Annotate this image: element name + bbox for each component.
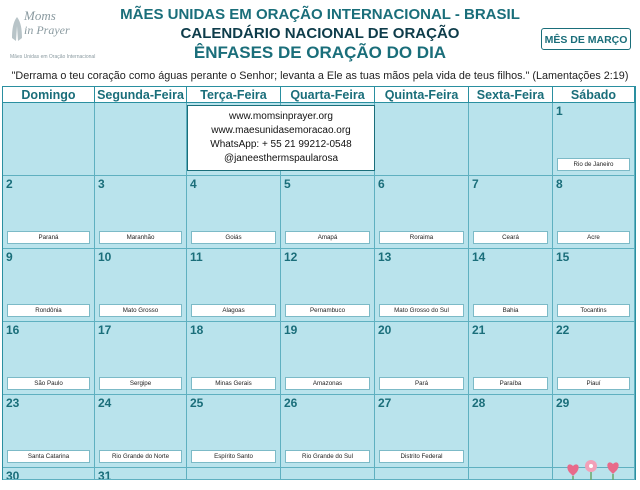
day-number: 21 <box>472 323 486 337</box>
state-box: Pará <box>379 377 464 390</box>
day-number: 18 <box>190 323 204 337</box>
day-number: 15 <box>556 250 570 264</box>
day-header-6: Sexta-Feira <box>469 87 553 103</box>
contact-instagram: @janeesthermspaularosa <box>223 153 339 164</box>
calendar-day-31 <box>95 468 187 480</box>
calendar-day-5 <box>281 176 375 249</box>
calendar-day-17 <box>95 322 187 395</box>
day-number: 30 <box>6 469 20 480</box>
calendar-day-1 <box>553 103 635 176</box>
month-button[interactable]: MÊS DE MARÇO <box>541 28 631 50</box>
calendar-empty-cell <box>187 468 281 480</box>
day-number: 3 <box>98 177 105 191</box>
state-box: Pernambuco <box>285 304 370 317</box>
state-box: Mato Grosso do Sul <box>379 304 464 317</box>
state-box: Sergipe <box>99 377 182 390</box>
day-header-3: Terça-Feira <box>187 87 281 103</box>
emphasis-title: ÊNFASES DE ORAÇÃO DO DIA <box>193 43 447 62</box>
state-box: Roraima <box>379 231 464 244</box>
calendar-grid <box>2 86 636 480</box>
day-number: 6 <box>378 177 385 191</box>
day-number: 27 <box>378 396 392 410</box>
day-number: 24 <box>98 396 112 410</box>
calendar-day-26 <box>281 395 375 468</box>
calendar-empty-cell <box>375 103 469 176</box>
day-number: 16 <box>6 323 20 337</box>
day-header-2: Segunda-Feira <box>95 87 187 103</box>
flowers-icon <box>559 442 629 482</box>
state-box: Piauí <box>557 377 630 390</box>
state-box: Bahia <box>473 304 548 317</box>
calendar-day-2 <box>3 176 95 249</box>
day-number: 22 <box>556 323 570 337</box>
day-number: 10 <box>98 250 112 264</box>
day-header-7: Sábado <box>553 87 635 103</box>
day-number: 29 <box>556 396 570 410</box>
calendar-day-6 <box>375 176 469 249</box>
day-header-5: Quinta-Feira <box>375 87 469 103</box>
state-box: Goiás <box>191 231 276 244</box>
day-number: 25 <box>190 396 204 410</box>
state-box: Amapá <box>285 231 370 244</box>
calendar-day-27 <box>375 395 469 468</box>
calendar-empty-cell <box>375 468 469 480</box>
day-number: 14 <box>472 250 486 264</box>
calendar-day-24 <box>95 395 187 468</box>
state-box: Rio Grande do Norte <box>99 450 182 463</box>
day-number: 17 <box>98 323 112 337</box>
state-box: Espírito Santo <box>191 450 276 463</box>
state-box: Tocantins <box>557 304 630 317</box>
state-box: Rondônia <box>7 304 90 317</box>
contact-box <box>187 105 375 171</box>
state-box: Alagoas <box>191 304 276 317</box>
calendar-day-14 <box>469 249 553 322</box>
calendar-empty-cell <box>281 468 375 480</box>
day-number: 19 <box>284 323 298 337</box>
calendar-empty-cell <box>95 103 187 176</box>
calendar-day-20 <box>375 322 469 395</box>
calendar-day-3 <box>95 176 187 249</box>
day-number: 26 <box>284 396 298 410</box>
state-box: Paraíba <box>473 377 548 390</box>
day-number: 1 <box>556 104 563 118</box>
day-number: 4 <box>190 177 197 191</box>
calendar-empty-cell <box>469 468 553 480</box>
calendar-day-8 <box>553 176 635 249</box>
day-number: 5 <box>284 177 291 191</box>
calendar-day-21 <box>469 322 553 395</box>
contact-site1[interactable]: www.momsinprayer.org <box>229 111 333 122</box>
state-box: Minas Gerais <box>191 377 276 390</box>
day-header-4: Quarta-Feira <box>281 87 375 103</box>
state-box: Maranhão <box>99 231 182 244</box>
state-box: Mato Grosso <box>99 304 182 317</box>
state-box: Santa Catarina <box>7 450 90 463</box>
day-number: 9 <box>6 250 13 264</box>
day-number: 13 <box>378 250 392 264</box>
day-number: 28 <box>472 396 486 410</box>
calendar-day-28 <box>469 395 553 468</box>
day-number: 2 <box>6 177 13 191</box>
calendar-day-30 <box>3 468 95 480</box>
state-box: Ceará <box>473 231 548 244</box>
calendar-empty-cell <box>469 103 553 176</box>
calendar-day-11 <box>187 249 281 322</box>
state-box: Rio Grande do Sul <box>285 450 370 463</box>
calendar-day-15 <box>553 249 635 322</box>
calendar-day-10 <box>95 249 187 322</box>
calendar-day-25 <box>187 395 281 468</box>
day-number: 23 <box>6 396 20 410</box>
calendar-day-4 <box>187 176 281 249</box>
state-box: Amazonas <box>285 377 370 390</box>
logo-word-1: Moms <box>24 8 56 23</box>
state-box: Acre <box>557 231 630 244</box>
calendar-day-7 <box>469 176 553 249</box>
day-number: 20 <box>378 323 392 337</box>
state-box: Rio de Janeiro <box>557 158 630 171</box>
contact-site2[interactable]: www.maesunidasemoracao.org <box>211 125 351 136</box>
calendar-day-16 <box>3 322 95 395</box>
org-title: MÃES UNIDAS EM ORAÇÃO INTERNACIONAL - BRASIL <box>120 6 520 23</box>
day-number: 7 <box>472 177 479 191</box>
state-box: Paraná <box>7 231 90 244</box>
calendar-day-9 <box>3 249 95 322</box>
day-number: 12 <box>284 250 298 264</box>
calendar-title: CALENDÁRIO NACIONAL DE ORAÇÃO <box>180 25 460 42</box>
logo-word-2: in Prayer <box>24 23 70 37</box>
header-verse: "Derrama o teu coração como águas perante o Senhor; levanta a Ele as tuas mãos pela vida de teus filhos." (Lamentações 2:19) <box>11 70 629 82</box>
day-header-1: Domingo <box>3 87 95 103</box>
calendar-day-18 <box>187 322 281 395</box>
day-number: 31 <box>98 469 112 480</box>
day-number: 11 <box>190 250 203 264</box>
calendar-day-12 <box>281 249 375 322</box>
logo-tagline: Mães Unidas em Oração Internacional <box>10 54 96 60</box>
calendar-empty-cell <box>3 103 95 176</box>
calendar-day-23 <box>3 395 95 468</box>
state-box: Distrito Federal <box>379 450 464 463</box>
day-number: 8 <box>556 177 563 191</box>
calendar-day-19 <box>281 322 375 395</box>
calendar-day-22 <box>553 322 635 395</box>
contact-whatsapp: WhatsApp: + 55 21 99212-0548 <box>210 139 352 150</box>
calendar-day-13 <box>375 249 469 322</box>
state-box: São Paulo <box>7 377 90 390</box>
header <box>0 0 640 70</box>
